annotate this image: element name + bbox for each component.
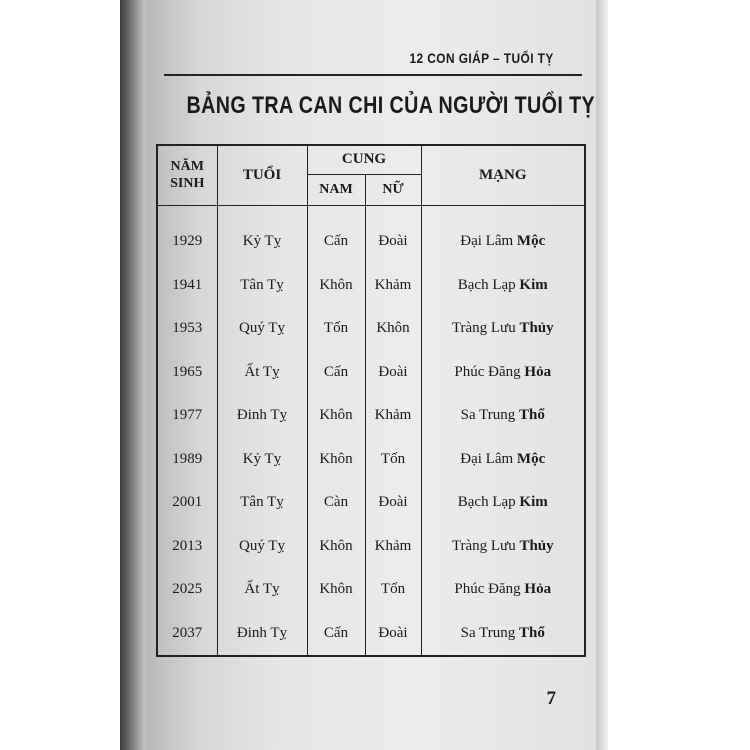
- year-cell: 2025: [157, 568, 217, 612]
- mang-cell: [421, 206, 585, 264]
- mang-cell: [421, 438, 585, 482]
- cung-nam-cell: Khôn: [307, 525, 365, 569]
- year-cell: 1953: [157, 307, 217, 351]
- year-cell: 1977: [157, 394, 217, 438]
- tuoi-cell: Tân Tỵ: [217, 481, 307, 525]
- cung-nu-cell: Tốn: [365, 438, 421, 482]
- mang-prefix: Phúc Đăng: [454, 363, 525, 380]
- table-row: [157, 264, 585, 308]
- table-row: [157, 438, 585, 482]
- mang-element: Kim: [519, 494, 548, 511]
- header-tuoi: TUỔI: [217, 145, 307, 206]
- cung-nam-cell: Khôn: [307, 568, 365, 612]
- year-cell: 2037: [157, 612, 217, 657]
- mang-prefix: Bạch Lạp: [457, 494, 520, 511]
- mang-cell: [421, 307, 585, 351]
- cung-nu-cell: Đoài: [365, 351, 421, 395]
- mang-prefix: Đại Lâm: [460, 450, 517, 467]
- cung-nam-cell: Càn: [307, 481, 365, 525]
- mang-cell: [421, 394, 585, 438]
- cung-nam-cell: Cấn: [307, 351, 365, 395]
- cung-nu-cell: Khôn: [365, 307, 421, 351]
- mang-element: Thổ: [519, 624, 545, 641]
- cung-nam-cell: Khôn: [307, 438, 365, 482]
- table-row: [157, 351, 585, 395]
- page-title: BẢNG TRA CAN CHI CỦA NGƯỜI TUỔI TỴ: [186, 92, 596, 119]
- cung-nam-cell: Cấn: [307, 612, 365, 657]
- tuoi-cell: Kỷ Tỵ: [217, 438, 307, 482]
- tuoi-cell: Đinh Tỵ: [217, 394, 307, 438]
- year-cell: 1929: [157, 206, 217, 264]
- header-mang: MẠNG: [421, 145, 585, 206]
- table-row: [157, 525, 585, 569]
- table-row: [157, 307, 585, 351]
- mang-cell: [421, 264, 585, 308]
- tuoi-cell: Kỷ Tỵ: [217, 206, 307, 264]
- year-cell: 2013: [157, 525, 217, 569]
- header-nu: NỮ: [365, 175, 421, 206]
- header-nam-sinh: [157, 145, 217, 206]
- table-row: [157, 206, 585, 264]
- can-chi-table: [156, 144, 586, 657]
- cung-nam-cell: Khôn: [307, 394, 365, 438]
- table-row: [157, 394, 585, 438]
- cung-nu-cell: Đoài: [365, 612, 421, 657]
- table-body: [157, 206, 585, 657]
- tuoi-cell: Tân Tỵ: [217, 264, 307, 308]
- mang-prefix: Đại Lâm: [460, 233, 517, 250]
- mang-cell: [421, 568, 585, 612]
- tuoi-cell: Ất Tỵ: [217, 568, 307, 612]
- table-header: [157, 145, 585, 206]
- year-cell: 1941: [157, 264, 217, 308]
- page-number: 7: [546, 688, 556, 709]
- mang-prefix: Tràng Lưu: [451, 537, 520, 554]
- header-rule: [164, 74, 582, 76]
- header-cung: CUNG: [307, 145, 421, 175]
- running-head: 12 CON GIÁP – TUỔI TỴ: [409, 50, 554, 66]
- mang-prefix: Sa Trung: [460, 407, 520, 424]
- cung-nu-cell: Đoài: [365, 206, 421, 264]
- mang-element: Hỏa: [524, 581, 552, 598]
- cung-nam-cell: Cấn: [307, 206, 365, 264]
- cung-nam-cell: Tốn: [307, 307, 365, 351]
- mang-cell: [421, 612, 585, 657]
- book-spine-shadow: [120, 0, 146, 750]
- cung-nu-cell: Khảm: [365, 525, 421, 569]
- tuoi-cell: Đinh Tỵ: [217, 612, 307, 657]
- cung-nu-cell: Tốn: [365, 568, 421, 612]
- year-cell: 2001: [157, 481, 217, 525]
- year-cell: 1989: [157, 438, 217, 482]
- book-page: [146, 0, 596, 750]
- mang-cell: [421, 481, 585, 525]
- mang-element: Thủy: [519, 320, 554, 337]
- tuoi-cell: Quý Tỵ: [217, 307, 307, 351]
- cung-nu-cell: Khảm: [365, 394, 421, 438]
- mang-prefix: Bạch Lạp: [457, 276, 520, 293]
- cung-nam-cell: Khôn: [307, 264, 365, 308]
- mang-cell: [421, 525, 585, 569]
- table-row: [157, 612, 585, 657]
- mang-element: Mộc: [516, 450, 546, 467]
- cung-nu-cell: Khảm: [365, 264, 421, 308]
- mang-prefix: Phúc Đăng: [454, 581, 525, 598]
- mang-cell: [421, 351, 585, 395]
- header-nam-sinh-line2: SINH: [170, 175, 205, 191]
- mang-element: Mộc: [516, 233, 546, 250]
- tuoi-cell: Ất Tỵ: [217, 351, 307, 395]
- header-nam: NAM: [307, 175, 365, 206]
- mang-prefix: Tràng Lưu: [451, 320, 520, 337]
- table-row: [157, 481, 585, 525]
- mang-element: Hỏa: [524, 363, 552, 380]
- cung-nu-cell: Đoài: [365, 481, 421, 525]
- year-cell: 1965: [157, 351, 217, 395]
- table-row: [157, 568, 585, 612]
- header-nam-sinh-line1: NĂM: [170, 159, 204, 175]
- mang-element: Kim: [519, 276, 548, 293]
- mang-prefix: Sa Trung: [460, 624, 520, 641]
- mang-element: Thổ: [519, 407, 545, 424]
- tuoi-cell: Quý Tỵ: [217, 525, 307, 569]
- page-edge: [596, 0, 608, 750]
- mang-element: Thủy: [519, 537, 554, 554]
